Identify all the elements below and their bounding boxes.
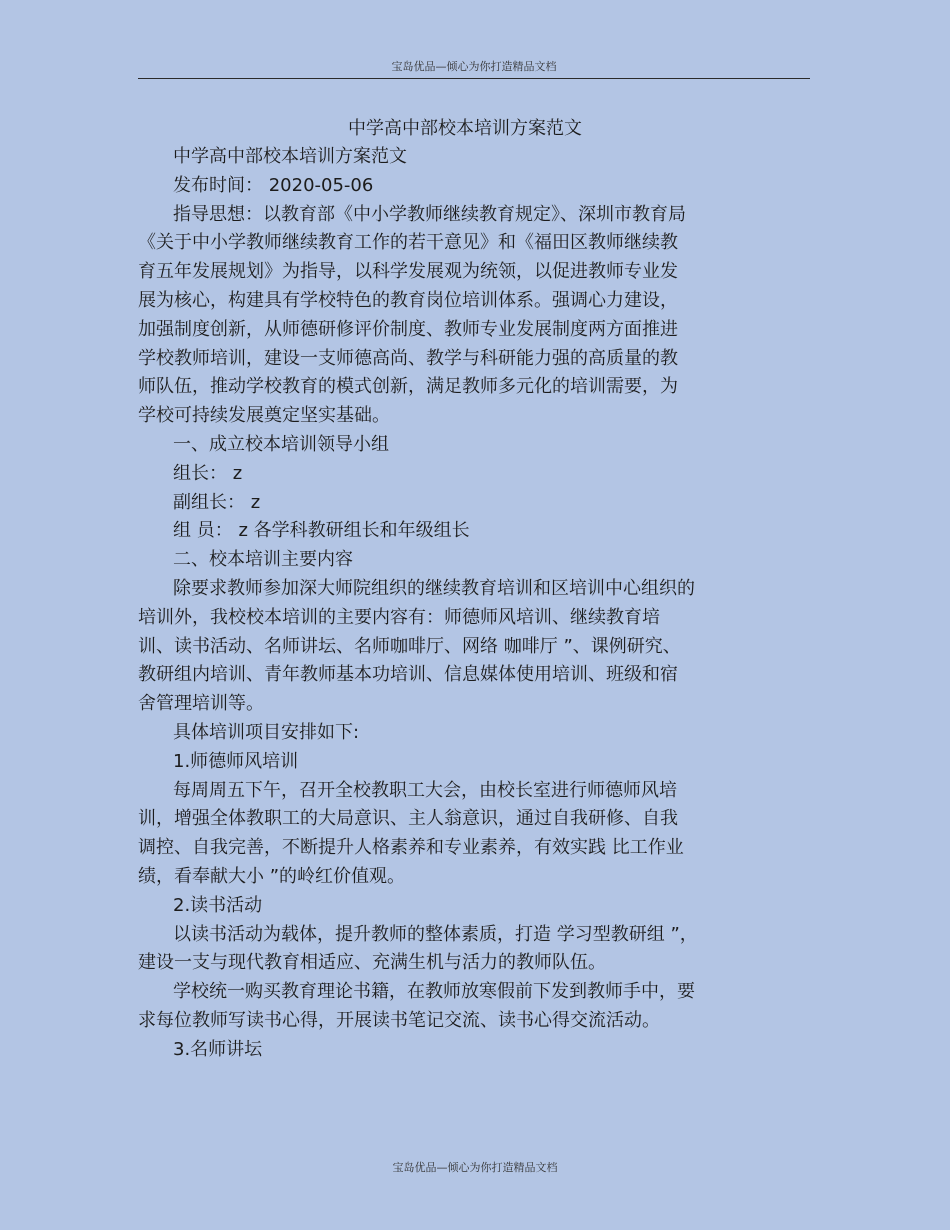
guide-line: 育五年发展规划》为指导，以科学发展观为统领，以促进教师专业发 — [138, 261, 678, 283]
page-header: 宝岛优品—倾心为你打造精品文档 — [138, 58, 810, 79]
guide-line: 指导思想：以教育部《中小学教师继续教育规定》、深圳市教育局 — [173, 203, 686, 225]
document-title: 中学高中部校本培训方案范文 — [348, 118, 582, 139]
members: 组 员： z 各学科教研组长和年级组长 — [173, 520, 470, 542]
content-line: 除要求教师参加深大师院组织的继续教育培训和区培训中心组织的 — [173, 577, 695, 599]
guide-line: 师队伍，推动学校教育的模式创新，满足教师多元化的培训需要，为 — [138, 376, 678, 398]
content-line: 培训外，我校校本培训的主要内容有：师德师风培训、继续教育培 — [138, 606, 660, 628]
item-heading: 2.读书活动 — [173, 894, 263, 916]
guide-line: 学校可持续发展奠定坚实基础。 — [138, 405, 390, 427]
publish-time: 发布时间： 2020-05-06 — [173, 174, 374, 196]
item-heading: 3.名师讲坛 — [173, 1038, 263, 1060]
guide-paragraph — [138, 201, 803, 431]
arrangement-intro: 具体培训项目安排如下: — [173, 721, 360, 743]
content-paragraph — [138, 575, 803, 719]
page-footer: 宝岛优品—倾心为你打造精品文档 — [392, 1161, 558, 1174]
leader: 组长： z — [173, 462, 243, 484]
guide-line: 展为核心，构建具有学校特色的教育岗位培训体系。强调心力建设， — [138, 289, 678, 311]
item-line: 以读书活动为载体，提升教师的整体素质，打造 学习型教研组 ”， — [173, 923, 698, 945]
item-line: 建设一支与现代教育相适应、充满生机与活力的教师队伍。 — [138, 952, 606, 974]
content-line: 训、读书活动、名师讲坛、名师咖啡厅、网络 咖啡厅 ”、课例研究、 — [138, 635, 681, 657]
guide-line: 加强制度创新，从师德研修评价制度、教师专业发展制度两方面推进 — [138, 318, 678, 340]
item-heading: 1.师德师风培训 — [173, 750, 299, 772]
content-line: 教研组内培训、青年教师基本功培训、信息媒体使用培训、班级和宿 — [138, 664, 678, 686]
item-paragraph — [138, 777, 803, 892]
item-line: 每周周五下午，召开全校教职工大会，由校长室进行师德师风培 — [173, 779, 677, 801]
content-line: 舍管理培训等。 — [138, 693, 264, 715]
item-paragraph — [138, 921, 803, 979]
guide-line: 《关于中小学教师继续教育工作的若干意见》和《福田区教师继续教 — [138, 232, 678, 254]
section-heading: 二、校本培训主要内容 — [173, 549, 353, 571]
item-line: 学校统一购买教育理论书籍，在教师放寒假前下发到教师手中，要 — [173, 981, 695, 1003]
item-paragraph — [138, 978, 803, 1036]
guide-line: 学校教师培训，建设一支师德高尚、教学与科研能力强的高质量的教 — [138, 347, 678, 369]
item-line: 求每位教师写读书心得，开展读书笔记交流、读书心得交流活动。 — [138, 1009, 660, 1031]
item-line: 训，增强全体教职工的大局意识、主人翁意识，通过自我研修、自我 — [138, 808, 678, 830]
document-body — [138, 143, 803, 1065]
item-line: 调控、自我完善，不断提升人格素养和专业素养，有效实践 比工作业 — [138, 837, 684, 859]
subtitle: 中学高中部校本培训方案范文 — [173, 146, 407, 167]
section-heading: 一、成立校本培训领导小组 — [173, 433, 389, 455]
vice-leader: 副组长： z — [173, 491, 261, 513]
item-line: 绩，看奉献大小 ”的岭红价值观。 — [138, 865, 406, 887]
